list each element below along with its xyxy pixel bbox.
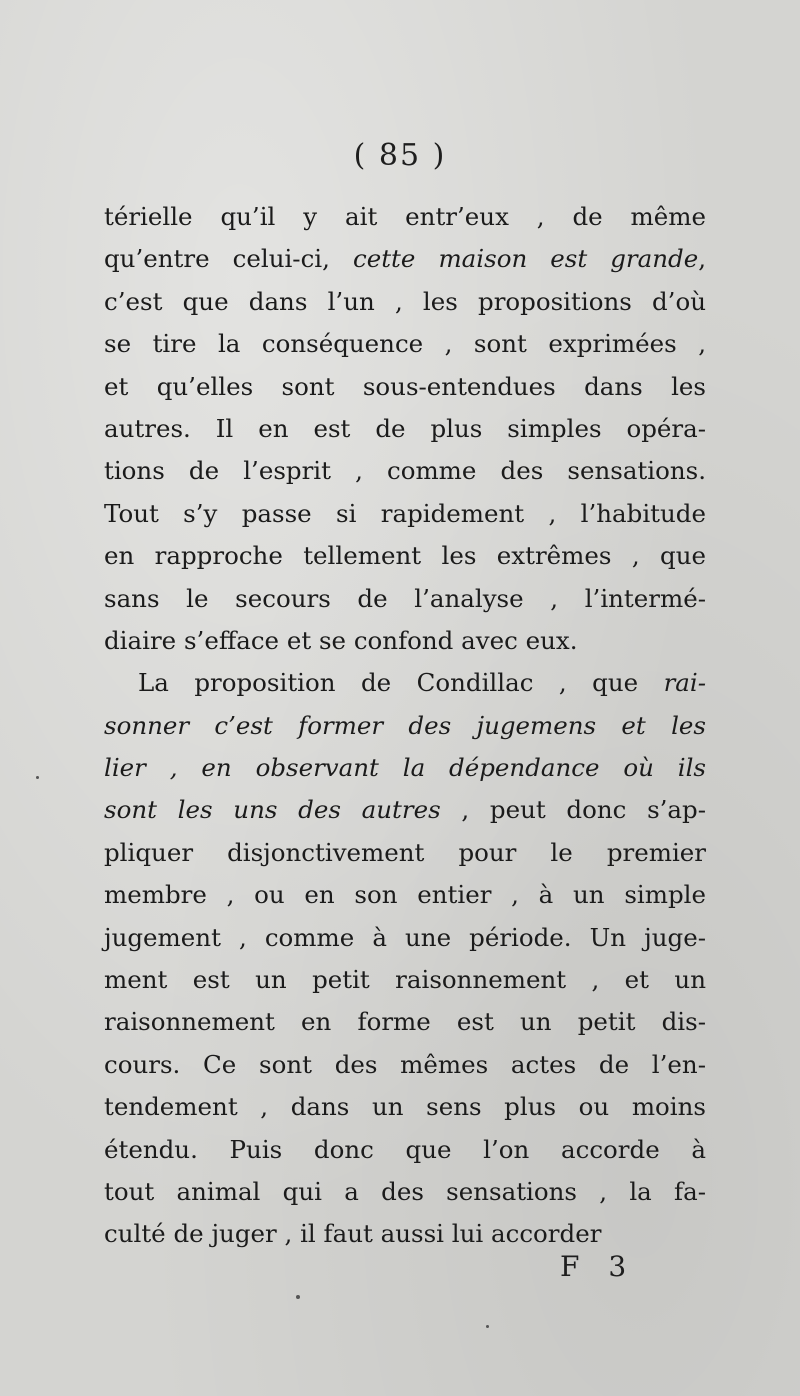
italic-text-run: sonner c’est former des jugemens et les — [104, 710, 706, 740]
text-run: , peut donc s’ap- — [440, 795, 706, 825]
text-run: Tout s’y passe si rapidement , l’habitude — [104, 498, 706, 528]
text-line — [104, 1086, 706, 1128]
text-run: tout animal qui a des sensations , la fa- — [104, 1176, 706, 1206]
text-run: c’est que dans l’un , les propositions d’où — [104, 286, 706, 316]
text-run: tendement , dans un sens plus ou moins — [104, 1092, 706, 1122]
text-run: sans le secours de l’analyse , l’intermé- — [104, 583, 706, 613]
text-line — [104, 917, 706, 959]
text-run: térielle qu’il y ait entr’eux , de même — [104, 202, 706, 231]
text-line — [104, 1129, 706, 1171]
body-text — [104, 196, 706, 1256]
text-line — [104, 832, 706, 874]
text-run: ment est un petit raisonnement , et un — [104, 965, 706, 995]
text-line — [104, 366, 706, 408]
text-line — [104, 1044, 706, 1086]
text-run: qu’entre celui-ci, — [104, 244, 353, 274]
text-line — [104, 705, 706, 747]
text-run: culté de juger , il faut aussi lui accorder — [104, 1219, 602, 1249]
text-run: raisonnement en forme est un petit dis- — [104, 1007, 706, 1037]
text-line — [104, 959, 706, 1001]
text-line — [104, 578, 706, 620]
text-line — [104, 620, 706, 662]
text-line — [104, 1001, 706, 1043]
text-line — [104, 747, 706, 789]
text-run: tions de l’esprit , comme des sensations. — [104, 456, 706, 486]
italic-text-run: cette maison est grande — [352, 244, 699, 274]
text-line — [104, 662, 706, 704]
ink-speck — [36, 776, 39, 779]
text-run: cours. Ce sont des mêmes actes de l’en- — [104, 1049, 706, 1079]
ink-speck — [486, 1325, 489, 1328]
italic-text-run: sont les uns des autres — [104, 795, 441, 825]
text-run: La proposition de Condillac , que — [138, 668, 664, 698]
ink-speck — [296, 1295, 300, 1299]
text-line — [104, 789, 706, 831]
text-line — [104, 874, 706, 916]
italic-text-run: lier , en observant la dépendance où ils — [104, 753, 706, 783]
signature-mark: F 3 — [560, 1250, 637, 1283]
text-run: étendu. Puis donc que l’on accorde à — [104, 1134, 706, 1164]
text-run: jugement , comme à une période. Un juge- — [104, 922, 706, 952]
text-line — [104, 281, 706, 323]
text-run: pliquer disjonctivement pour le premier — [104, 837, 706, 867]
text-run: en rapproche tellement les extrêmes , que — [104, 541, 706, 571]
text-line — [104, 408, 706, 450]
text-line — [104, 238, 706, 280]
text-line — [104, 196, 706, 238]
text-run: diaire s’efface et se confond avec eux. — [104, 625, 578, 655]
text-run: se tire la conséquence , sont exprimées , — [104, 329, 706, 359]
text-line — [104, 450, 706, 492]
text-run: membre , ou en son entier , à un simple — [104, 880, 706, 910]
text-run: , — [698, 244, 706, 274]
text-line — [104, 493, 706, 535]
text-line — [104, 1171, 706, 1213]
text-line — [104, 535, 706, 577]
text-run: autres. Il en est de plus simples opéra- — [104, 413, 706, 443]
text-line — [104, 323, 706, 365]
italic-text-run: rai- — [663, 668, 706, 698]
page-number: ( 85 ) — [353, 138, 447, 173]
text-run: et qu’elles sont sous-entendues dans les — [104, 371, 706, 401]
